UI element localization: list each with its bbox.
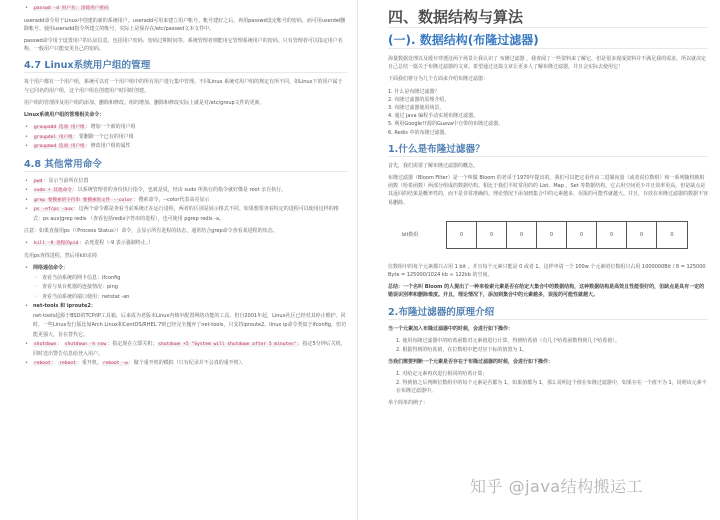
command-code: groupmod 选项 用户组 [34,144,85,150]
command-code: sudo + 其他命令 [34,188,72,194]
command-desc: ：以系统管理者的身份执行指令，也就是说，经由 sudo 所执行的指令就好像是 root 亲自执行。 [72,187,287,194]
subsection-heading-principle: 2.布隆过滤器的原理介绍 [388,306,708,320]
command-code: reboot [59,361,76,367]
list-item [24,196,347,206]
group-command-list [24,123,347,152]
command-code: reboot [34,361,51,367]
paragraph: 举个简单的例子： [388,400,429,407]
bit-cell: 0 [447,222,477,248]
add-title: 当一个元素加入布隆过滤器中的时候，会进行如下操作： [388,325,514,332]
bit-cell: 0 [597,222,627,248]
command-desc: ：搜索命令，--color代表高亮显示 [133,196,210,203]
list-item [24,123,347,133]
list-item [24,4,347,14]
group-commands-title: Linux系统用户组的管理相关命令： [24,111,105,118]
list-item [24,239,347,249]
ps-note: 注意：如果直接用ps（（Process Status））命令，会显示所有进程的状态，通常结合grep命令查看某进程的状态。 [24,228,278,235]
toc-item: 4. 通过 Java 编程手动实现布隆过滤器。 [388,113,479,120]
bit-cell: 0 [477,222,507,248]
paragraph: 首先，我们需要了解布隆过滤器的概念。 [388,162,479,169]
command-desc: ：指定现在立即关机； [107,341,158,348]
command-code: grep 要搜索的字符串 要搜索的文件 --color [34,197,133,203]
command-desc: ：杀死进程（-9 表示强制终止。） [79,240,154,247]
toc-item: 6. Redis 中的布隆过滤器。 [388,129,450,136]
command-desc: ：这两个命令都是查看当前系统正在运行进程，两者的区别是展示格式不同。如果想要查看特定的进程可以使用这样的格式：ps aux|grep redis （查看包括redis字符串的进程），也可使用 pgrep redis -a。 [33,206,339,222]
watermark: 知乎 @java结构搬运工 [470,477,644,496]
step-item: 1. 使用布隆过滤器中的哈希函数对元素值进行计算，得到哈希值（有几个哈希函数得到几个哈希值）。 [396,337,620,344]
nettools-title: net-tools 和 iproute2： [33,303,96,310]
list-item [24,264,347,274]
step-item: 1. 对给定元素再次进行相同的哈希计算； [396,371,488,378]
subsection-heading-what: 1.什么是布隆过滤器？ [388,143,708,157]
list-item [24,205,347,224]
step-item: 2. 得到值之后判断位数组中的每个元素是否都为 1，如果值都为 1，那么说明这个值在布隆过滤器中，如果存在一个值不为 1，说明该元素不在布隆过滤器中。 [396,380,707,395]
list-item: ◦ 查看当前系统的端口使用：netstat -an [24,293,347,303]
bit-array-label: bit数组 [402,232,419,239]
bit-cell: 0 [627,222,657,248]
command-desc: ：重开机。 [76,360,102,367]
command-code: groupdel 用户组 [34,134,73,140]
bit-array-figure [402,221,708,249]
list-item: ◦ 查看与某台机器的连接情况：ping [24,283,347,293]
command-code: reboot -w [102,361,128,367]
bit-cell: 0 [537,222,567,248]
section-title: (一). 数据结构(布隆过滤器) [388,32,708,49]
list-item [24,133,347,143]
paragraph: useradd命令用于Linux中创建的新的系统用户。useradd可用来建立用户帐号。帐号建好之后，再用passwd设定帐号的密码，而可用userdel删除帐号。使用useradd指令所建立的帐号，实际上是保存在/etc/passwd文本文件中。 [24,17,346,32]
paragraph: passwd命令用于设置用户的认证信息，包括用户密码、密码过期时间等。系统管理者则能用它管理系统用户的密码。只有管理者可以指定用户名称，一般用户只能变更自己的密码。 [24,37,343,53]
other-command-list [24,177,347,225]
command-desc: ：做个重开机的模拟（只有纪录并不会真的重开机）。 [128,360,247,367]
command-code: shutdown +5 "System will shutdown after 5 minutes" [158,342,297,348]
bit-cell: 0 [567,222,597,248]
step-item: 2. 根据得到的哈希值，在位数组中把对应下标的值置为 1。 [396,346,528,353]
command-code: passwd -d 用户名: 清除用户密码 [34,6,109,11]
kill-command-list [24,239,347,249]
bit-cell: 0 [507,222,537,248]
command-code: shutdown -h now [64,342,107,348]
command-code: ps -ef/ps -aux [34,207,73,213]
toc-item: 2. 布隆过滤器的原理介绍。 [388,96,450,103]
command-desc: ：显示当前所在位置 [43,177,89,184]
paragraph: 每个用户都有一个用户组，系统可以对一个用户组中的所有用户进行集中管理。不同Linux 系统对用户组的规定有所不同，如Linux下的用户属于与它同名的用户组，这个用户组在创建用户时同时创建。 [24,79,343,94]
list-item: • shutdown： shutdown -h now：指定现在立即关机；shutdown +5 "System will shutdown after 5 minutes"：指定5分钟后关机，同时送出警告信息给登入用户。 [24,340,347,359]
paragraph: 布隆过滤器（Bloom Filter）是一个叫做 Bloom 的老哥于1970年提出的。我们可以把它看作由二进制向量（或者说位数组）和一系列随机映射函数（哈希函数）两部分组成的数据结构。相比于我们平时常用的的 List、Map 、Set 等数据结构，它占用空间更少并且效率更高，但是缺点是其返回的结果是概率性的，而不是非常准确的。理论情况下添加到集合中的元素越多，误报的可能性就越大。并且，存放在布隆过滤器的数据不容易删除。 [388,175,709,206]
network-title: 网络通信命令： [33,265,69,272]
command-code: pwd [34,178,43,184]
command-code: groupadd 选项 用户组 [34,125,85,131]
command-desc: ：要删除一个已有的用户组 [73,133,134,140]
toc-item: 3. 布隆过滤器使用场景。 [388,105,445,112]
paragraph: 位数组中的每个元素都只占用 1 bit ，并且每个元素只能是 0 或者 1。这样申请一个 100w 个元素的位数组只占用 1000000Bit / 8 = 125000 Byte = 125000/1024 kb ≈ 122kb 的空间。 [388,263,706,279]
command-desc: ：增加一个新的用户组 [85,124,136,131]
kill-note: 先用ps查找进程，然后用kill杀掉 [24,252,97,259]
add-steps [388,337,708,354]
list-item [24,142,347,152]
list-item [24,186,347,196]
section-heading-4-7: 4.7 Linux系统用户组的管理 [24,59,347,73]
paragraph: 用户组的管理涉及用户组的添加、删除和修改。组的增加、删除和修改实际上就是对/etc/group文件的更新。 [24,99,265,106]
list-item: ◦ 查看当前系统的网卡信息：ifconfig [24,274,347,284]
command-code: kill -9 进程的pid [34,241,79,247]
toc-list [388,88,708,137]
summary-paragraph: 总结：一个名叫 Bloom 的人提出了一种来检索元素是否在给定大集合中的数据结构，这种数据结构是高效且性能很好的，但缺点是具有一定的错误识别率和删除难度。并且，理论情况下，添加到集合中的元素越多，误报的可能性就越大。 [388,284,705,299]
bit-cell: 0 [670,231,674,238]
toc-item: 5. 利用Google开源的Guava中自带的布隆过滤器。 [388,121,504,128]
command-desc: ：修改用户组的属性 [85,143,131,150]
list-item: • reboot： reboot：重开机。reboot -w：做个重开机的模拟（只有纪录并不会真的重开机）。 [24,359,347,369]
toc-title: 下面我们将分为几个方面来介绍布隆过滤器： [388,76,489,83]
command-desc: ：指定5分钟后关机，同时送出警告信息给登入用户。 [33,341,346,357]
right-page [362,0,720,520]
nettools-desc: net-tools起源于BSD的TCP/IP工具箱，后来成为老版本Linux内核中配置网络功能的工具。但自2001年起，Linux社区已经对其停止维护。同时，一些Linux发行版比如Arch Linux和CentOS/RHEL 7则已经完全抛弃了net-tools，只支持iproute2。linux ip命令类似于ifconfig，但功能更强大，旨在替代它。 [33,312,346,338]
list-item [24,177,347,187]
section-heading-4-8: 4.8 其他常用命令 [24,158,347,172]
intro-paragraph: 海量数据处理以及缓存穿透这两个场景让我认识了 布隆过滤器 ，我查阅了一些资料来了解它，但是很多现成资料并不满足我的需求，所以就决定自己总结一篇关于布隆过滤器的文章。希望通过这篇文章让更多人了解布隆过滤器，并且会实际去使用它！ [388,56,707,71]
toc-item: 1. 什么是布隆过滤器？ [388,88,440,95]
network-command-list [24,264,347,369]
check-title: 当我们需要判断一个元素是否存在于布隆过滤器的时候，会进行如下操作： [388,358,554,365]
left-page [0,0,358,520]
top-command-list [24,4,347,14]
check-steps [388,370,708,395]
bit-array-grid [446,221,688,249]
chapter-title: 四、数据结构与算法 [388,8,708,28]
list-item [24,302,347,340]
command-code: shutdown [34,342,57,348]
